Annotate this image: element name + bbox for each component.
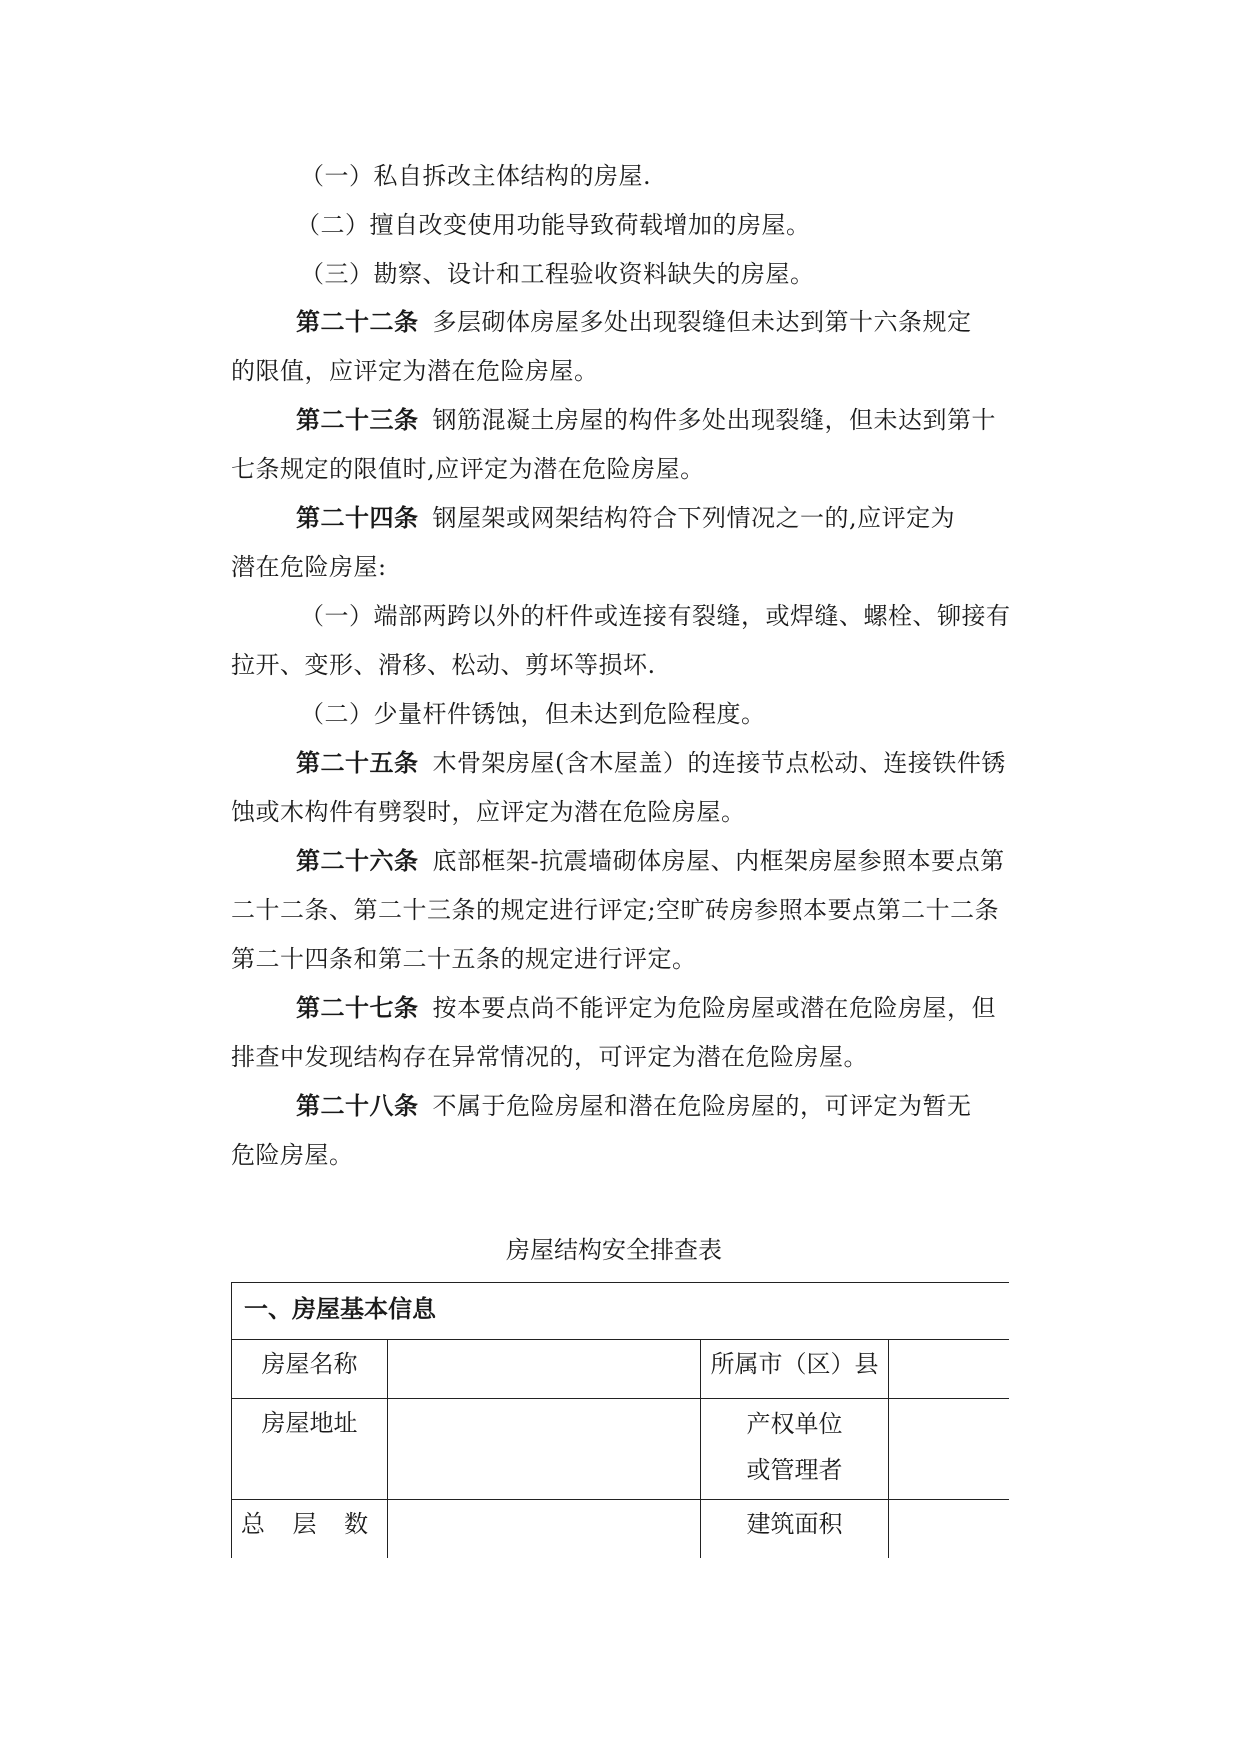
owner-input-cell[interactable]: [889, 1399, 1010, 1500]
article-line: 第二十五条 木骨架房屋(含木屋盖）的连接节点松动、连接铁件锈: [296, 748, 1006, 777]
article-line: 第二十二条 多层砌体房屋多处出现裂缝但未达到第十六条规定: [296, 307, 972, 336]
article-number: 第二十三条: [296, 405, 419, 434]
survey-table: [231, 1282, 1009, 1558]
paragraph-line: 二十二条、第二十三条的规定进行评定;空旷砖房参照本要点第二十二条: [231, 896, 1000, 924]
paragraph-line: （二）少量杆件锈蚀，但未达到危险程度。: [300, 700, 766, 728]
table-row: [232, 1500, 1010, 1559]
paragraph-line: （三）勘察、设计和工程验收资料缺失的房屋。: [300, 260, 815, 288]
article-line: 第二十八条 不属于危险房屋和潜在危险房屋的，可评定为暂无: [296, 1091, 972, 1120]
article-line: 第二十四条 钢屋架或网架结构符合下列情况之一的,应评定为: [296, 503, 956, 532]
article-number: 第二十八条: [296, 1091, 419, 1120]
building-area-input-cell[interactable]: [889, 1500, 1010, 1559]
paragraph-line: 的限值，应评定为潜在危险房屋。: [231, 357, 599, 385]
label-owner: [701, 1399, 889, 1500]
paragraph-line: 排查中发现结构存在异常情况的，可评定为潜在危险房屋。: [231, 1043, 868, 1071]
paragraph-line: 潜在危险房屋:: [231, 553, 387, 581]
article-line: 第二十三条 钢筋混凝土房屋的构件多处出现裂缝，但未达到第十: [296, 405, 996, 434]
article-line: 第二十六条 底部框架-抗震墙砌体房屋、内框架房屋参照本要点第: [296, 846, 1005, 875]
paragraph-line: （一）私自拆改主体结构的房屋.: [300, 162, 652, 190]
paragraph-line: （一）端部两跨以外的杆件或连接有裂缝，或焊缝、螺栓、铆接有: [300, 602, 1011, 630]
article-line: 第二十七条 按本要点尚不能评定为危险房屋或潜在危险房屋，但: [296, 993, 996, 1022]
article-number: 第二十五条: [296, 748, 419, 777]
house-address-input-cell[interactable]: [388, 1399, 701, 1500]
article-number: 第二十七条: [296, 993, 419, 1022]
label-district: 所属市（区）县: [701, 1340, 889, 1399]
paragraph-line: 第二十四条和第二十五条的规定进行评定。: [231, 945, 697, 973]
label-owner-line2: 或管理者: [746, 1456, 843, 1484]
paragraph-line: 危险房屋。: [231, 1141, 354, 1169]
article-number: 第二十四条: [296, 503, 419, 532]
label-owner-line1: 产权单位: [746, 1410, 843, 1438]
paragraph-line: （二）擅自改变使用功能导致荷载增加的房屋。: [296, 211, 811, 239]
total-floors-input-cell[interactable]: [388, 1500, 701, 1559]
label-total-floors: 总 层 数: [232, 1500, 388, 1559]
survey-table-wrapper: [231, 1282, 1009, 1558]
label-house-address: 房屋地址: [232, 1399, 388, 1500]
paragraph-line: 七条规定的限值时,应评定为潜在危险房屋。: [231, 455, 705, 483]
house-name-input-cell[interactable]: [388, 1340, 701, 1399]
table-row: [232, 1399, 1010, 1500]
paragraph-line: 蚀或木构件有劈裂时，应评定为潜在危险房屋。: [231, 798, 746, 826]
table-title: 房屋结构安全排查表: [506, 1236, 722, 1264]
table-row: [232, 1340, 1010, 1399]
section-header: 一、房屋基本信息: [232, 1283, 1010, 1340]
article-number: 第二十二条: [296, 307, 419, 336]
article-number: 第二十六条: [296, 846, 419, 875]
label-building-area: 建筑面积: [701, 1500, 889, 1559]
label-house-name: 房屋名称: [232, 1340, 388, 1399]
district-input-cell[interactable]: [889, 1340, 1010, 1399]
paragraph-line: 拉开、变形、滑移、松动、剪坏等损坏.: [231, 651, 656, 679]
